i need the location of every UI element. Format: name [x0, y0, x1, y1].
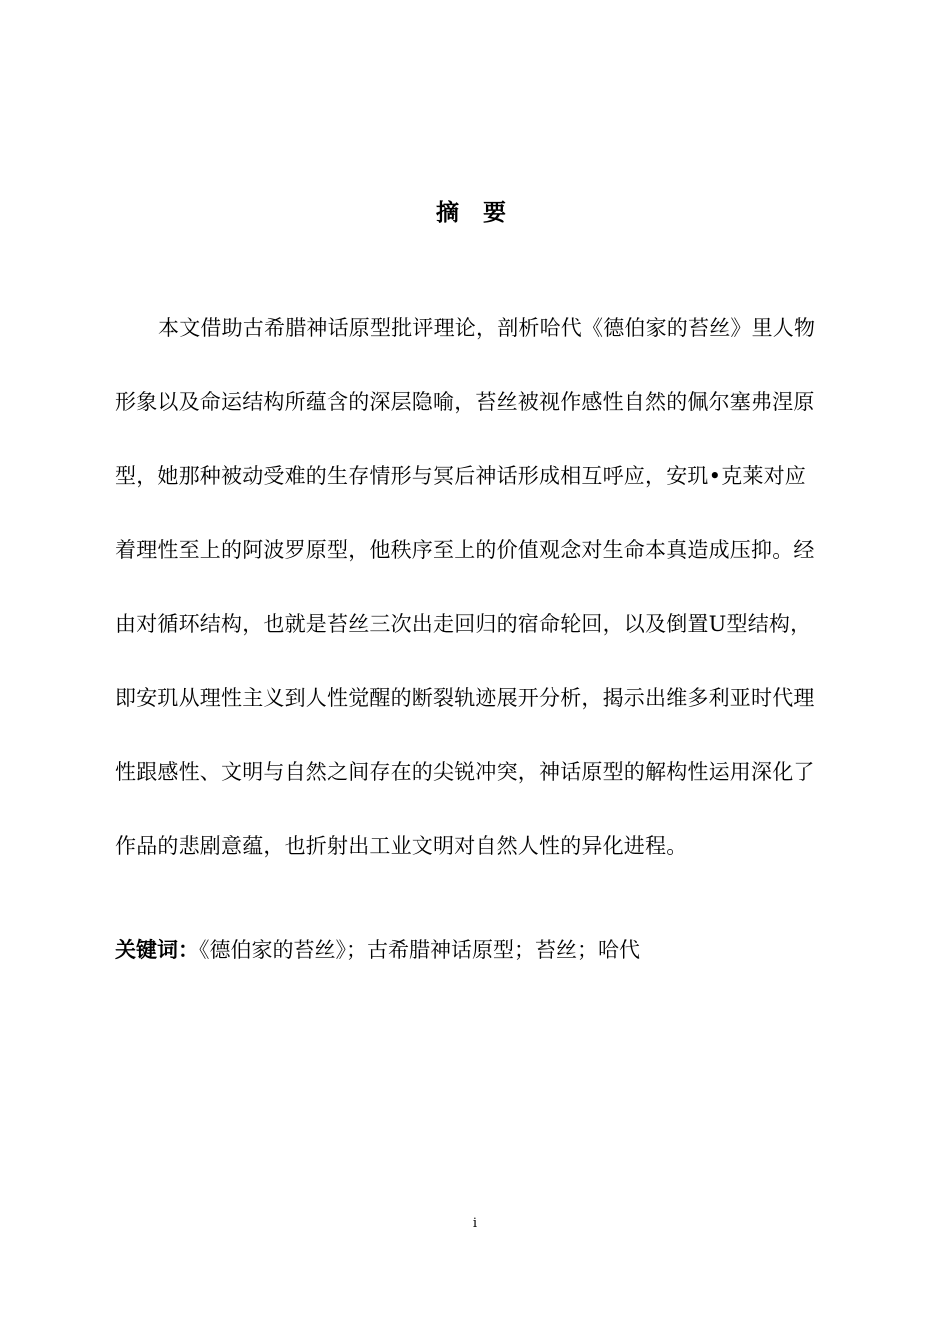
keywords-text: 《德伯家的苔丝》；古希腊神话原型；苔丝；哈代 — [199, 938, 640, 962]
abstract-line: 作品的悲剧意蕴，也折射出工业文明对自然人性的异化进程。 — [115, 834, 688, 858]
abstract-body — [115, 306, 853, 898]
page-title: 摘 要 — [435, 200, 514, 226]
page-number: i — [472, 1216, 478, 1231]
abstract-line: 本文借助古希腊神话原型批评理论，剖析哈代《德伯家的苔丝》里人物 — [158, 316, 816, 340]
keywords-label: 关键词： — [115, 938, 199, 962]
abstract-line: 着理性至上的阿波罗原型，他秩序至上的价值观念对生命本真造成压抑。经 — [115, 538, 815, 562]
abstract-line: 性跟感性、文明与自然之间存在的尖锐冲突，神话原型的解构性运用深化了 — [115, 760, 815, 784]
abstract-line: 即安玑从理性主义到人性觉醒的断裂轨迹展开分析，揭示出维多利亚时代理 — [115, 686, 815, 710]
abstract-line: 形象以及命运结构所蕴含的深层隐喻，苔丝被视作感性自然的佩尔塞弗涅原 — [115, 390, 815, 414]
abstract-line: 型，她那种被动受难的生存情形与冥后神话形成相互呼应，安玑•克莱对应 — [115, 464, 806, 488]
abstract-line: 由对循环结构，也就是苔丝三次出走回归的宿命轮回，以及倒置U型结构， — [115, 612, 812, 636]
keywords-section — [115, 928, 853, 972]
